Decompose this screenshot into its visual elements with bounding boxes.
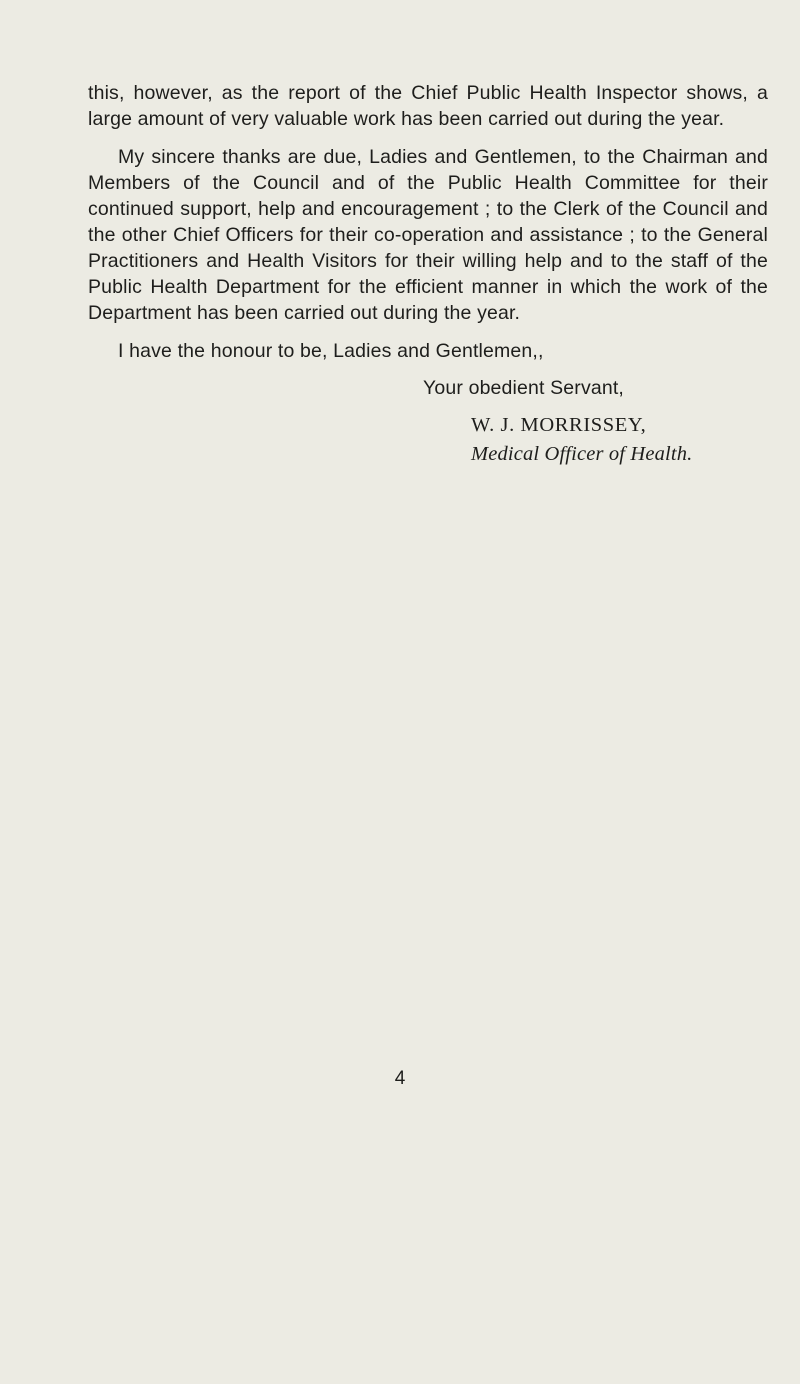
page-number: 4 <box>394 1068 406 1089</box>
signer-title: Medical Officer of Health. <box>471 443 693 465</box>
paragraph-continuation: this, however, as the report of the Chief Public Health Inspector shows, a large amount of very valuable work has been carried out during the year. <box>88 82 768 130</box>
valediction: Your obedient Servant, <box>423 377 624 399</box>
paragraph-thanks: My sincere thanks are due, Ladies and Gentlemen, to the Chairman and Members of the Council and of the Public Health Committee for their continued support, help and encouragement ; to the Clerk of the Council and the other Chief Officers for their co-operation and assistance ; to the General Practitioners and Health Visitors for their willing help and to the staff of the Public Health Department for the efficient manner in which the work of the Department has been carried out during the year. <box>88 146 768 324</box>
signer-name: W. J. MORRISSEY, <box>471 414 647 436</box>
closing-line: I have the honour to be, Ladies and Gentlemen,, <box>118 340 544 362</box>
letter-body <box>88 80 768 467</box>
